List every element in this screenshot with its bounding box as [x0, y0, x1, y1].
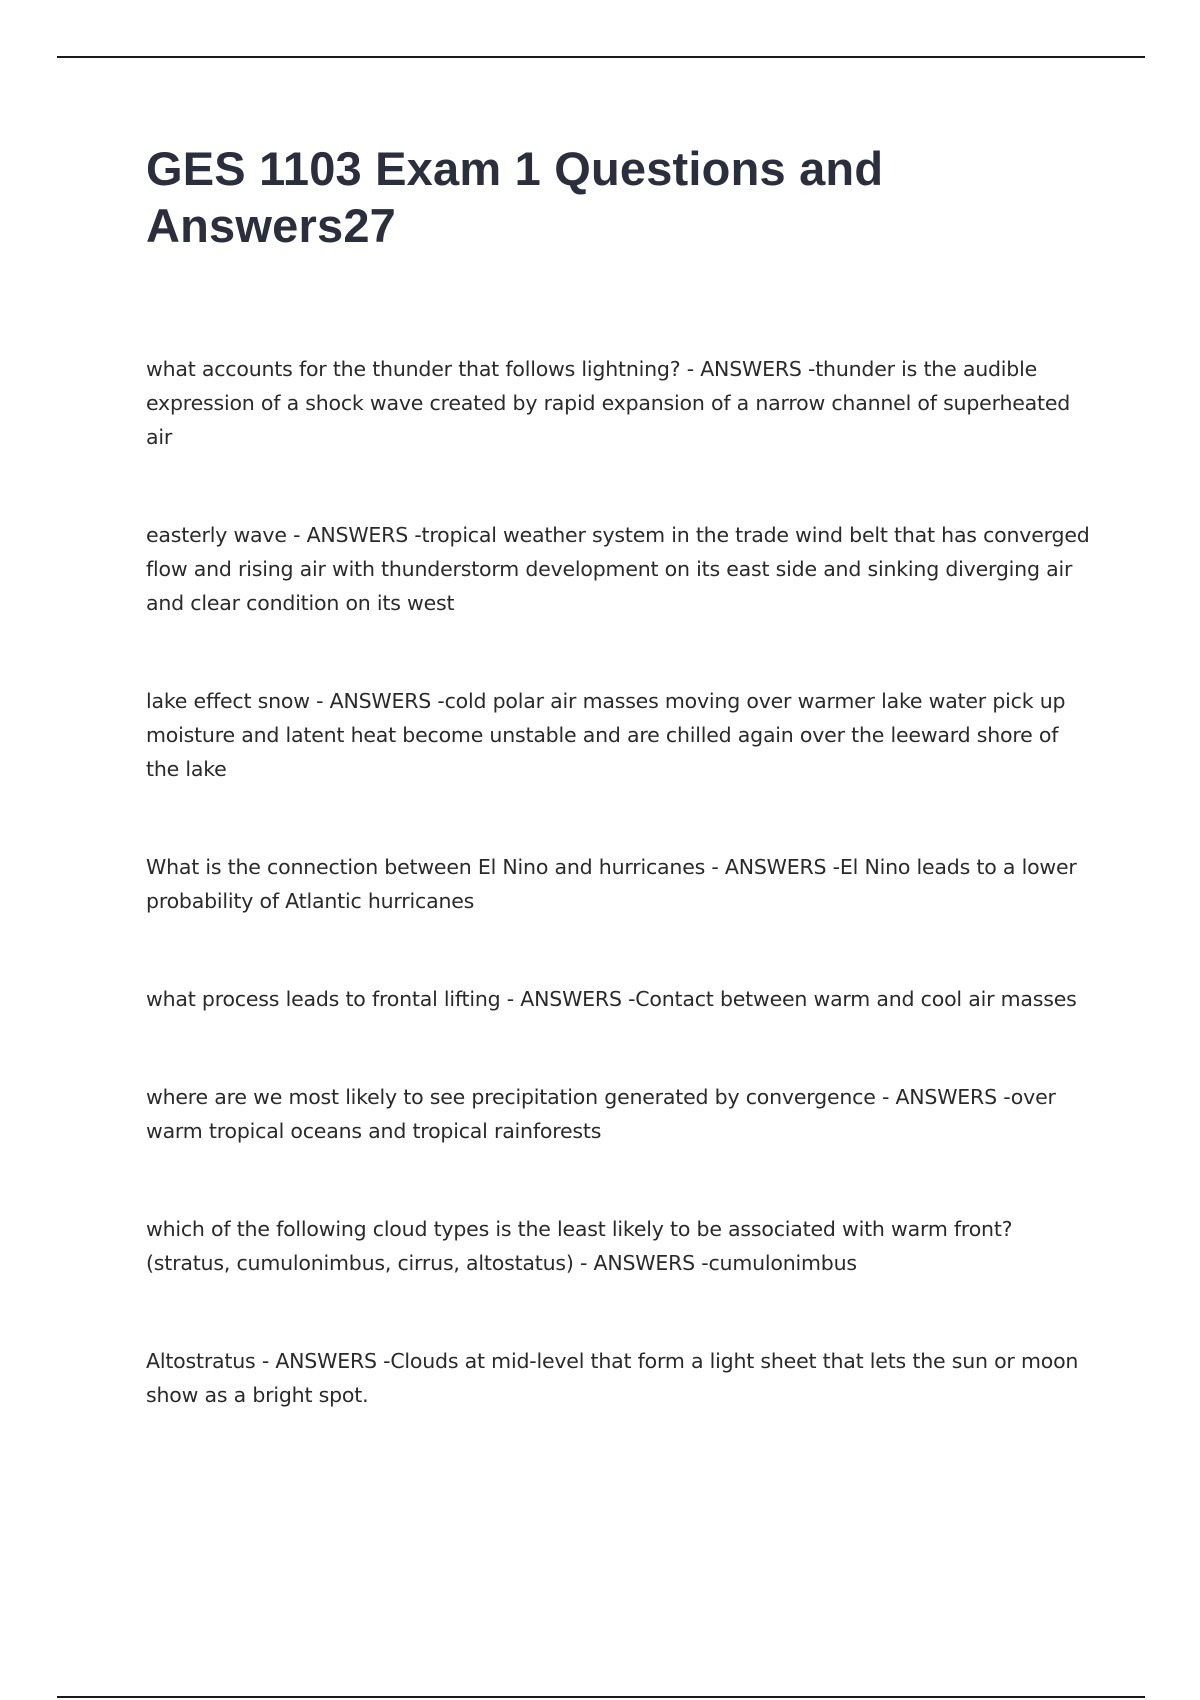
top-divider — [57, 56, 1145, 58]
qa-list — [146, 352, 1091, 1412]
qa-entry-altostratus: Altostratus - ANSWERS -Clouds at mid-level that form a light sheet that lets the sun or moon show as a bright spot. — [146, 1349, 1079, 1407]
qa-entry-el-nino: What is the connection between El Nino and hurricanes - ANSWERS -El Nino leads to a lower probability of Atlantic hurricanes — [146, 855, 1077, 913]
qa-entry-convergence: where are we most likely to see precipitation generated by convergence - ANSWERS -over warm tropical oceans and tropical rainforests — [146, 1085, 1056, 1143]
document-title: GES 1103 Exam 1 Questions and Answers27 — [146, 142, 884, 252]
qa-entry-warm-front-clouds: which of the following cloud types is the least likely to be associated with warm front? (stratus, cumulonimbus, cirrus, altostatus) - ANSWERS -cumulonimbus — [146, 1217, 1013, 1275]
bottom-divider — [57, 1696, 1145, 1698]
qa-entry-lake-effect-snow: lake effect snow - ANSWERS -cold polar air masses moving over warmer lake water pick up moisture and latent heat become unstable and are chilled again over the leeward shore of the lake — [146, 689, 1066, 781]
qa-entry-easterly-wave: easterly wave - ANSWERS -tropical weather system in the trade wind belt that has converged flow and rising air with thunderstorm development on its east side and sinking diverging air and clear condition on its west — [146, 523, 1090, 615]
qa-entry-thunder: what accounts for the thunder that follows lightning? - ANSWERS -thunder is the audible expression of a shock wave created by rapid expansion of a narrow channel of superheated air — [146, 357, 1071, 449]
document-body — [146, 140, 1091, 1476]
qa-entry-frontal-lifting: what process leads to frontal lifting - ANSWERS -Contact between warm and cool air masses — [146, 987, 1077, 1011]
